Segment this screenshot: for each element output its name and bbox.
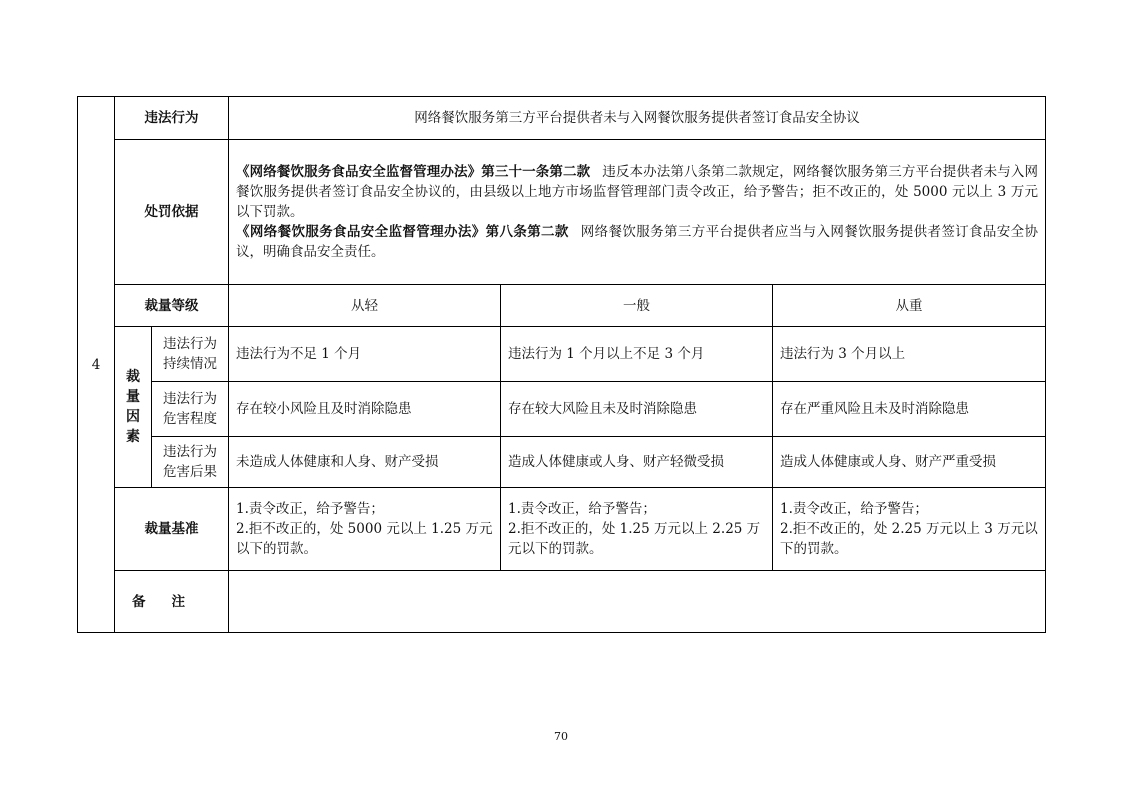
factor-consequence-heavy: 造成人体健康或人身、财产严重受损 (773, 437, 1046, 488)
factor-duration-normal: 违法行为 1 个月以上不足 3 个月 (501, 327, 773, 382)
factor-consequence-light: 未造成人体健康和人身、财产受损 (229, 437, 501, 488)
factor-group-char: 裁 (126, 369, 140, 385)
factor-name-line: 持续情况 (163, 356, 217, 372)
law-title-2: 《网络餐饮服务食品安全监督管理办法》 (236, 224, 486, 240)
basis-paragraph-2 (236, 222, 1038, 262)
law-title-1: 《网络餐饮服务食品安全监督管理办法》 (236, 164, 482, 180)
standard-row (78, 488, 1046, 571)
page-number: 70 (554, 730, 568, 743)
level-light: 从轻 (229, 285, 501, 327)
factor-degree-normal: 存在较大风险且未及时消除隐患 (501, 382, 773, 437)
factor-name-line: 违法行为 (163, 391, 217, 407)
remarks-content (229, 571, 1046, 633)
law-text-1: 违反本办法第八条第二款规定，网络餐饮服务第三方平台提供者未与入网餐饮服务提供者签订食品安全协议的，由县级以上地方市场监督管理部门责令改正，给予警告；拒不改正的，处 5000 元以上 3 万元以下罚款。 (236, 164, 1039, 220)
law-text-2: 网络餐饮服务第三方平台提供者应当与入网餐饮服务提供者签订食品安全协议，明确食品安全责任。 (236, 224, 1039, 260)
standard-line: 1.责令改正，给予警告； (236, 501, 384, 517)
standard-label: 裁量基准 (115, 488, 229, 571)
levels-label: 裁量等级 (115, 285, 229, 327)
basis-row (78, 140, 1046, 285)
standard-line: 1.责令改正，给予警告； (780, 501, 928, 517)
basis-paragraph-1 (236, 162, 1038, 222)
penalty-discretion-table (77, 96, 1046, 633)
factor-row-degree (78, 382, 1046, 437)
remarks-row (78, 571, 1046, 633)
factor-row-duration (78, 327, 1046, 382)
factor-group-char: 量 (126, 389, 140, 405)
standard-line: 2.拒不改正的，处 1.25 万元以上 2.25 万 (508, 521, 761, 537)
standard-line: 元以下的罚款。 (508, 541, 603, 557)
standard-line: 2.拒不改正的，处 5000 元以上 1.25 万元 (236, 521, 493, 537)
factor-row-consequence (78, 437, 1046, 488)
basis-content (229, 140, 1046, 285)
factor-group-label (115, 327, 152, 488)
factor-name-line: 危害程度 (163, 411, 217, 427)
law-clause-2: 第八条第二款 (485, 224, 569, 240)
basis-label: 处罚依据 (115, 140, 229, 285)
factor-name-consequence (152, 437, 229, 488)
row-number: 4 (78, 97, 115, 633)
factor-name-duration (152, 327, 229, 382)
factor-name-line: 违法行为 (163, 336, 217, 352)
standard-line: 2.拒不改正的，处 2.25 万元以上 3 万元以 (780, 521, 1038, 537)
standard-heavy (773, 488, 1046, 571)
factor-consequence-normal: 造成人体健康或人身、财产轻微受损 (501, 437, 773, 488)
factor-group-char: 因 (126, 409, 140, 425)
factor-name-line: 违法行为 (163, 444, 217, 460)
violation-text: 网络餐饮服务第三方平台提供者未与入网餐饮服务提供者签订食品安全协议 (229, 97, 1046, 140)
violation-label: 违法行为 (115, 97, 229, 140)
levels-row (78, 285, 1046, 327)
standard-line: 下的罚款。 (780, 541, 848, 557)
factor-degree-heavy: 存在严重风险且未及时消除隐患 (773, 382, 1046, 437)
factor-group-char: 素 (126, 429, 140, 445)
level-normal: 一般 (501, 285, 773, 327)
standard-light (229, 488, 501, 571)
factor-duration-heavy: 违法行为 3 个月以上 (773, 327, 1046, 382)
standard-normal (501, 488, 773, 571)
remarks-label: 备注 (115, 571, 229, 633)
law-clause-1: 第三十一条第二款 (481, 164, 591, 180)
factor-name-degree (152, 382, 229, 437)
standard-line: 以下的罚款。 (236, 541, 317, 557)
level-heavy: 从重 (773, 285, 1046, 327)
factor-duration-light: 违法行为不足 1 个月 (229, 327, 501, 382)
factor-degree-light: 存在较小风险且及时消除隐患 (229, 382, 501, 437)
factor-name-line: 危害后果 (163, 464, 217, 480)
violation-row (78, 97, 1046, 140)
standard-line: 1.责令改正，给予警告； (508, 501, 656, 517)
